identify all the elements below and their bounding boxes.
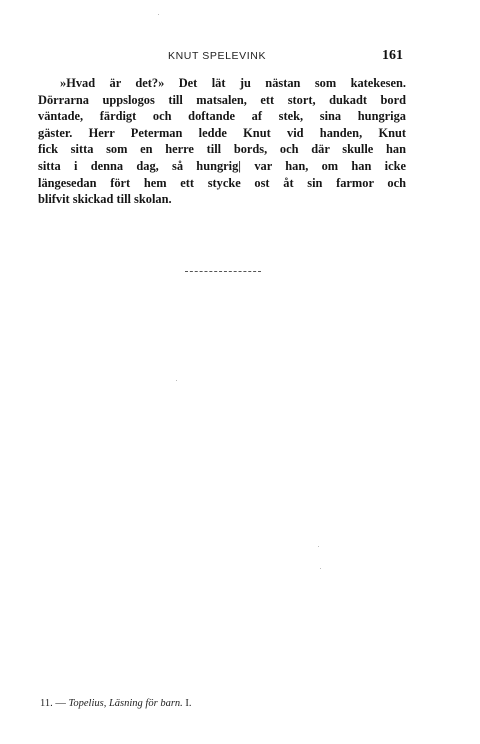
signature-author: Topelius, bbox=[68, 698, 107, 709]
text-line: Dörrarna uppslogos till matsalen, ett stort, dukadt bord bbox=[38, 92, 406, 107]
signature-volume: I. bbox=[185, 698, 192, 709]
running-head bbox=[60, 48, 405, 64]
text-line: längesedan fört hem ett stycke ost åt sin farmor och bbox=[38, 175, 406, 190]
page-number: 161 bbox=[382, 48, 403, 63]
paper-speck bbox=[320, 568, 321, 569]
text-line: väntade, färdigt och doftande af stek, sina hungriga bbox=[38, 109, 406, 124]
printer-signature bbox=[40, 698, 192, 709]
paper-speck bbox=[176, 380, 177, 381]
text-line: »Hvad är det?» Det lät ju nästan som katekesen. bbox=[60, 76, 406, 90]
text-line: sitta i denna dag, så hungrig| var han, om han icke bbox=[38, 158, 406, 173]
paper-speck bbox=[318, 546, 319, 547]
running-title: KNUT SPELEVINK bbox=[168, 50, 267, 62]
paper-speck bbox=[158, 14, 159, 15]
text-line: fick sitta som en herre till bords, och där skulle han bbox=[38, 142, 406, 157]
signature-dash: — bbox=[55, 698, 66, 709]
text-line: blifvit skickad till skolan. bbox=[38, 192, 172, 207]
section-end-rule bbox=[185, 271, 261, 272]
signature-number: 11. bbox=[40, 698, 53, 709]
body-paragraph bbox=[38, 75, 406, 208]
text-line: gäster. Herr Peterman ledde Knut vid handen, Knut bbox=[38, 125, 406, 140]
signature-title: Läsning för barn. bbox=[108, 698, 183, 709]
